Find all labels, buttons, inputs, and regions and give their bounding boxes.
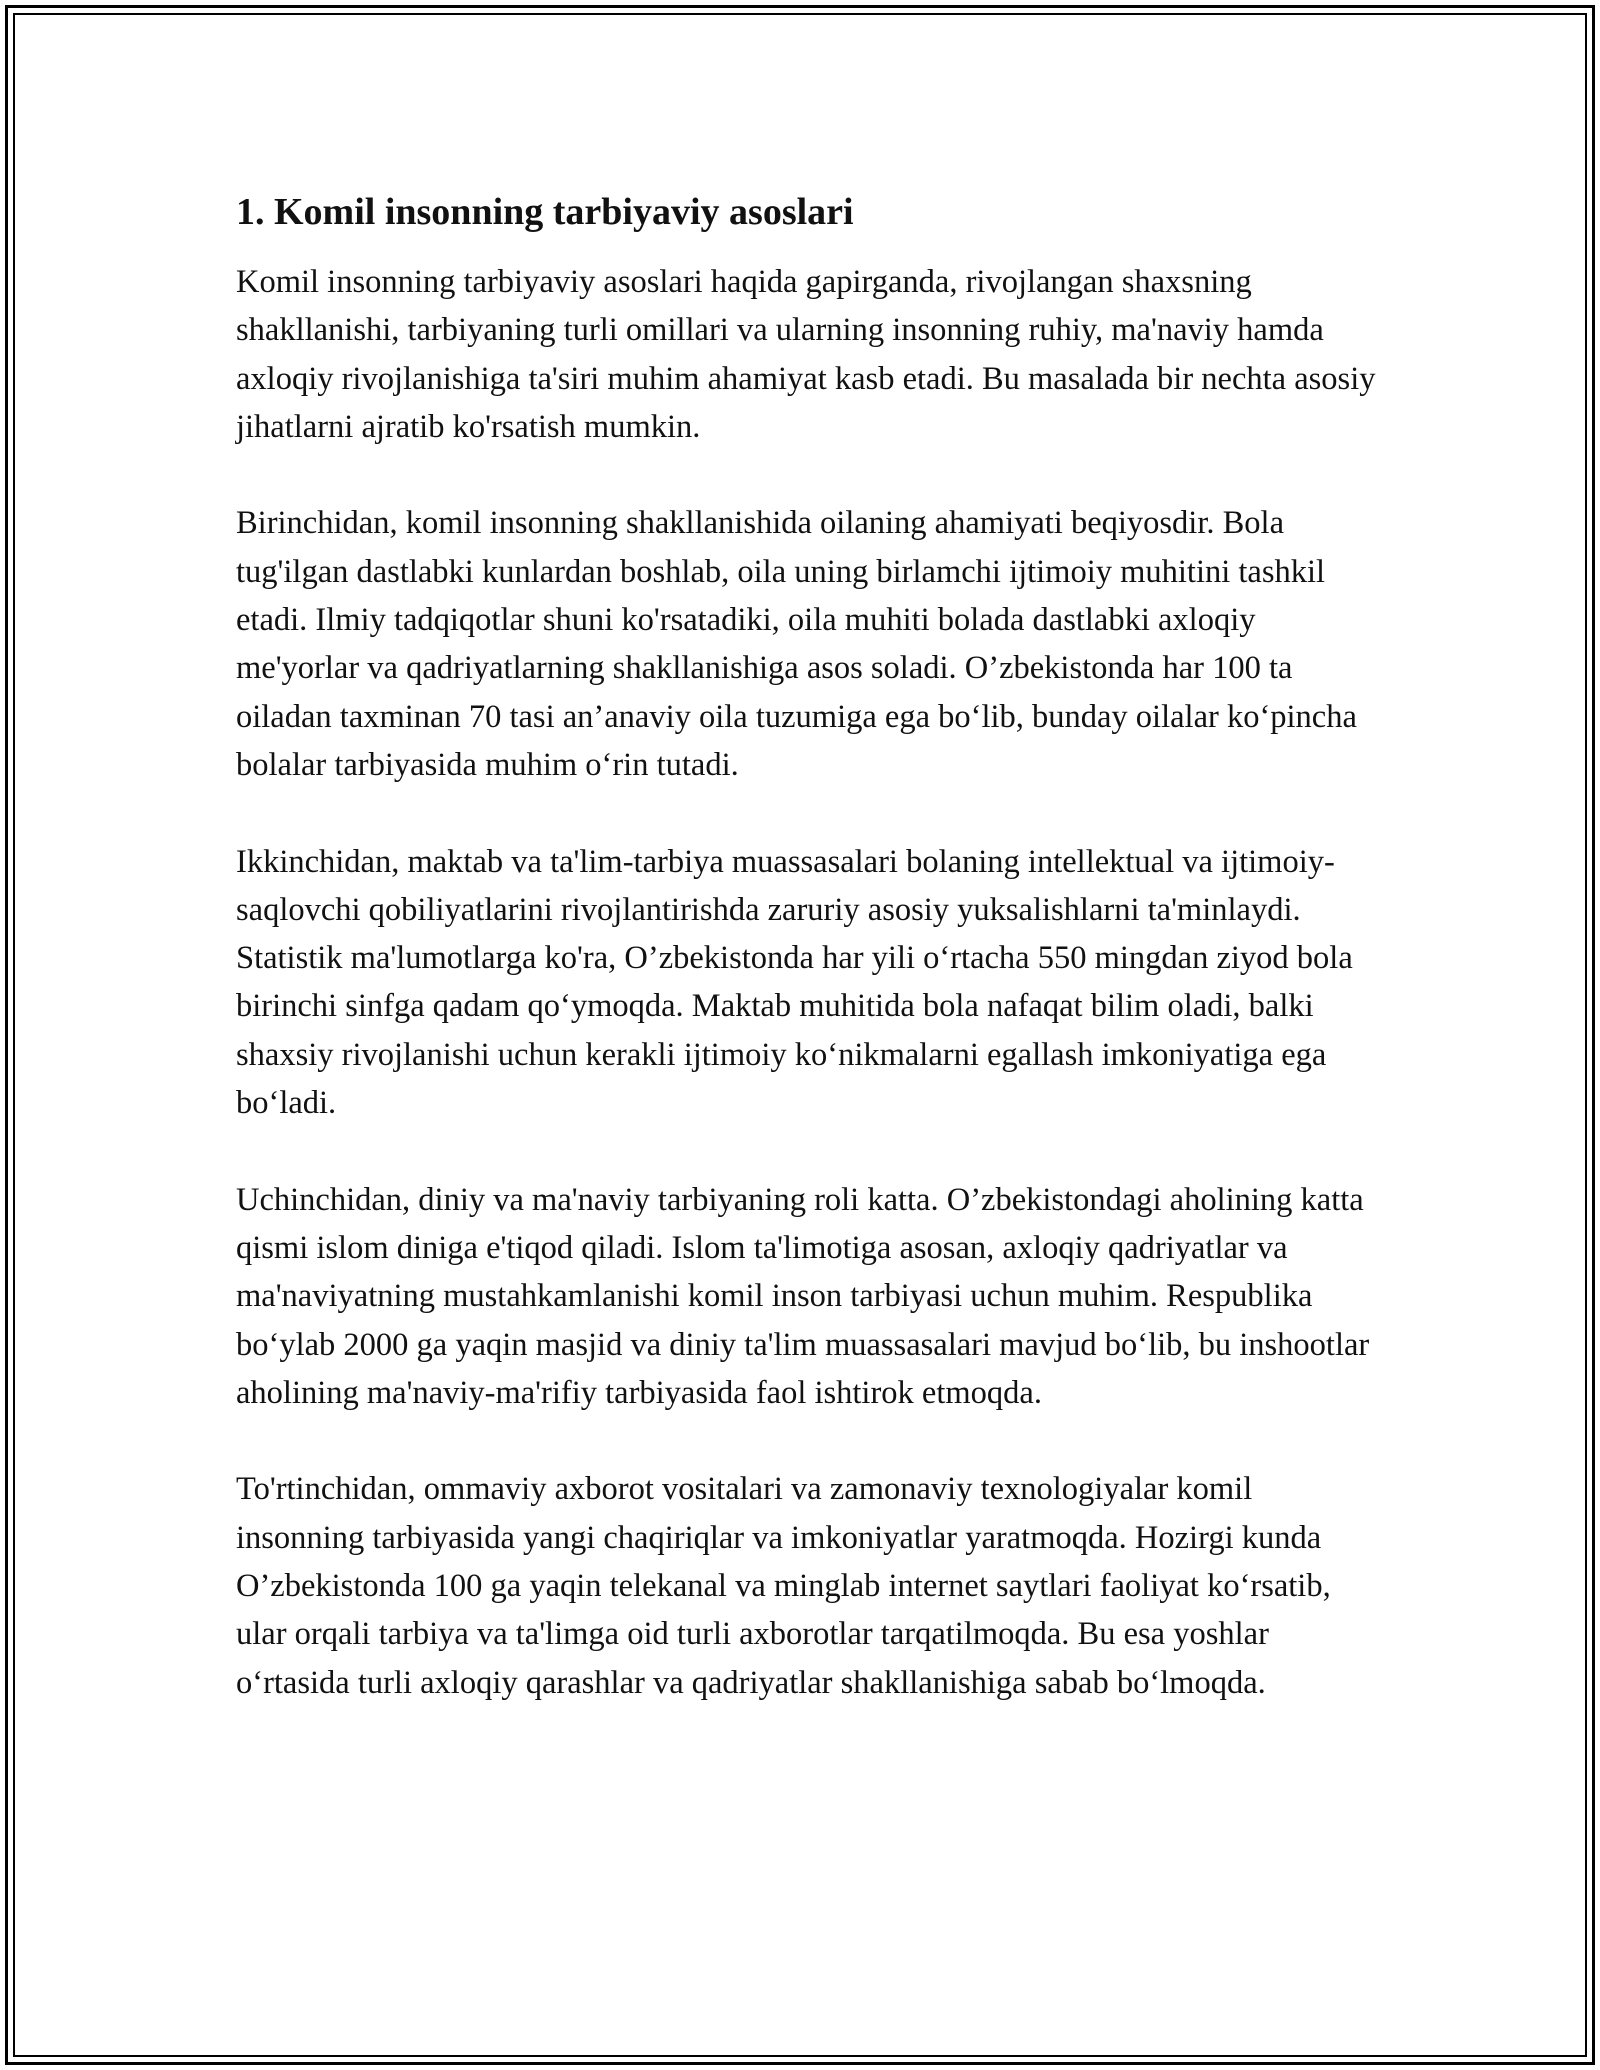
document-body [236,188,1376,1755]
paragraph-religion: Uchinchidan, diniy va ma'naviy tarbiyaning roli katta. O’zbekistondagi aholining katta qismi islom diniga e'tiqod qiladi. Islom ta'limotiga asosan, axloqiy qadriyatlar va ma'naviyatning mustahkamlanishi komil inson tarbiyasi uchun muhim. Respublika bo‘ylab 2000 ga yaqin masjid va diniy ta'lim muassasalari mavjud bo‘lib, bu inshootlar aholining ma'naviy-ma'rifiy tarbiyasida faol ishtirok etmoqda. [236,1181,1370,1411]
section-heading: 1. Komil insonning tarbiyaviy asoslari [236,191,854,233]
paragraph-school: Ikkinchidan, maktab va ta'lim-tarbiya muassasalari bolaning intellektual va ijtimoiy-saqlovchi qobiliyatlarini rivojlantirishda zaruriy asosiy yuksalishlarni ta'minlaydi. Statistik ma'lumotlarga ko'ra, O’zbekistonda har yili o‘rtacha 550 mingdan ziyod bola birinchi sinfga qadam qo‘ymoqda. Maktab muhitida bola nafaqat bilim oladi, balki shaxsiy rivojlanishi uchun kerakli ijtimoiy ko‘nikmalarni egallash imkoniyatiga ega bo‘ladi. [236,843,1353,1122]
paragraph-family: Birinchidan, komil insonning shakllanishida oilaning ahamiyati beqiyosdir. Bola tug'ilgan dastlabki kunlardan boshlab, oila uning birlamchi ijtimoiy muhitini tashkil etadi. Ilmiy tadqiqotlar shuni ko'rsatadiki, oila muhiti bolada dastlabki axloqiy me'yorlar va qadriyatlarning shakllanishiga asos soladi. O’zbekistonda har 100 ta oiladan taxminan 70 tasi an’anaviy oila tuzumiga ega bo‘lib, bunday oilalar ko‘pincha bolalar tarbiyasida muhim o‘rin tutadi. [236,505,1357,783]
paragraph-intro: Komil insonning tarbiyaviy asoslari haqida gapirganda, rivojlangan shaxsning shakllanishi, tarbiyaning turli omillari va ularning insonning ruhiy, ma'naviy hamda axloqiy rivojlanishiga ta'siri muhim ahamiyat kasb etadi. Bu masalada bir nechta asosiy jihatlarni ajratib ko'rsatish mumkin. [236,264,1376,445]
paragraph-media: To'rtinchidan, ommaviy axborot vositalari va zamonaviy texnologiyalar komil insonning tarbiyasida yangi chaqiriqlar va imkoniyatlar yaratmoqda. Hozirgi kunda O’zbekistonda 100 ga yaqin telekanal va minglab internet saytlari faoliyat ko‘rsatib, ular orqali tarbiya va ta'limga oid turli axborotlar tarqatilmoqda. Bu esa yoshlar o‘rtasida turli axloqiy qarashlar va qadriyatlar shakllanishiga sabab bo‘lmoqda. [236,1471,1331,1701]
